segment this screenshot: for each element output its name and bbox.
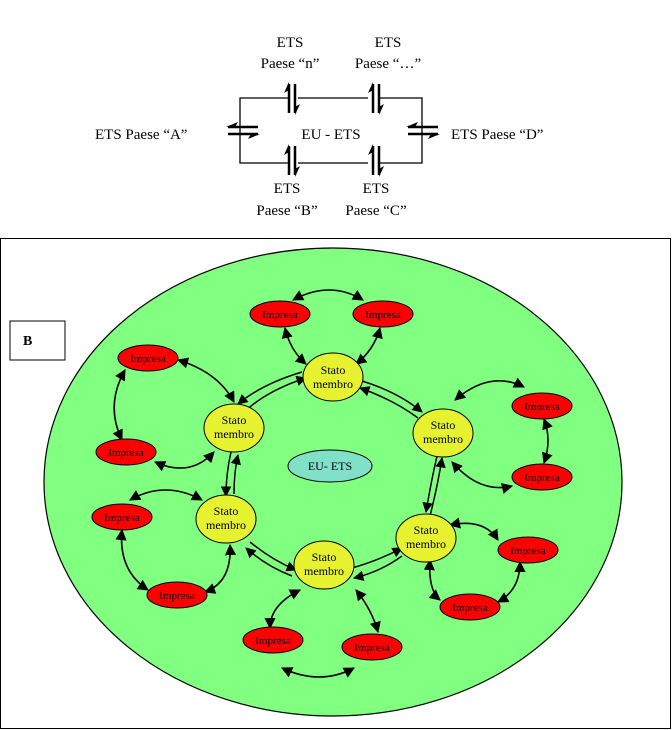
state-label: Stato [311, 550, 337, 564]
state-label: membro [313, 377, 353, 391]
state-label: Stato [430, 418, 456, 432]
state-node-left-upper [204, 404, 264, 452]
double-arrow-c [368, 144, 384, 177]
company-node [147, 582, 207, 608]
double-arrow-b [284, 144, 300, 177]
company-node [96, 439, 156, 465]
company-label: Impresa [108, 447, 144, 459]
company-node [250, 301, 310, 327]
company-node [498, 537, 558, 563]
state-label: Stato [221, 413, 247, 427]
company-node [118, 345, 178, 371]
top-diagram [95, 35, 543, 219]
state-label: Stato [413, 523, 439, 537]
label-paese-n-l2: Paese “n” [260, 56, 320, 72]
company-node [92, 504, 152, 530]
company-label: Impresa [255, 635, 291, 647]
state-node-top [303, 353, 363, 401]
state-label: membro [406, 537, 446, 551]
state-node-left-lower [196, 495, 256, 543]
state-node-bottom [294, 541, 354, 589]
company-label: Impresa [524, 401, 560, 413]
company-label: Impresa [130, 353, 166, 365]
panel-b [1, 239, 671, 729]
tag-b: B [23, 334, 33, 349]
state-label: membro [214, 427, 254, 441]
company-node [440, 594, 500, 620]
label-paese-dots-l2: Paese “…” [354, 56, 422, 72]
company-label: Impresa [159, 590, 195, 602]
company-node [342, 634, 402, 660]
label-paese-b-l2: Paese “B” [256, 203, 318, 219]
state-label: membro [206, 518, 246, 532]
label-paese-d: ETS Paese “D” [451, 127, 544, 143]
state-label: membro [423, 432, 463, 446]
company-node [353, 301, 413, 327]
label-paese-b-l1: ETS [273, 181, 301, 197]
company-label: Impresa [452, 602, 488, 614]
state-label: Stato [320, 363, 346, 377]
label-paese-dots-l1: ETS [374, 35, 402, 51]
company-label: Impresa [104, 512, 140, 524]
double-arrow-a [226, 122, 260, 139]
label-paese-c-l2: Paese “C” [345, 203, 407, 219]
label-paese-n-l1: ETS [276, 35, 304, 51]
company-label: Impresa [524, 472, 560, 484]
company-node [243, 627, 303, 653]
center-label: EU - ETS [301, 127, 361, 143]
state-node-right-upper [413, 409, 473, 457]
state-node-right-lower [396, 514, 456, 562]
company-label: Impresa [262, 309, 298, 321]
state-label: Stato [213, 504, 239, 518]
company-node [512, 393, 572, 419]
eu-ets-label: EU- ETS [307, 459, 353, 473]
state-label: membro [304, 564, 344, 578]
company-label: Impresa [365, 309, 401, 321]
label-paese-a: ETS Paese “A” [95, 127, 188, 143]
company-label: Impresa [354, 642, 390, 654]
label-paese-c-l1: ETS [362, 181, 390, 197]
double-arrow-d [406, 122, 440, 139]
company-node [512, 464, 572, 490]
tag-b-box [10, 321, 65, 360]
company-label: Impresa [510, 545, 546, 557]
